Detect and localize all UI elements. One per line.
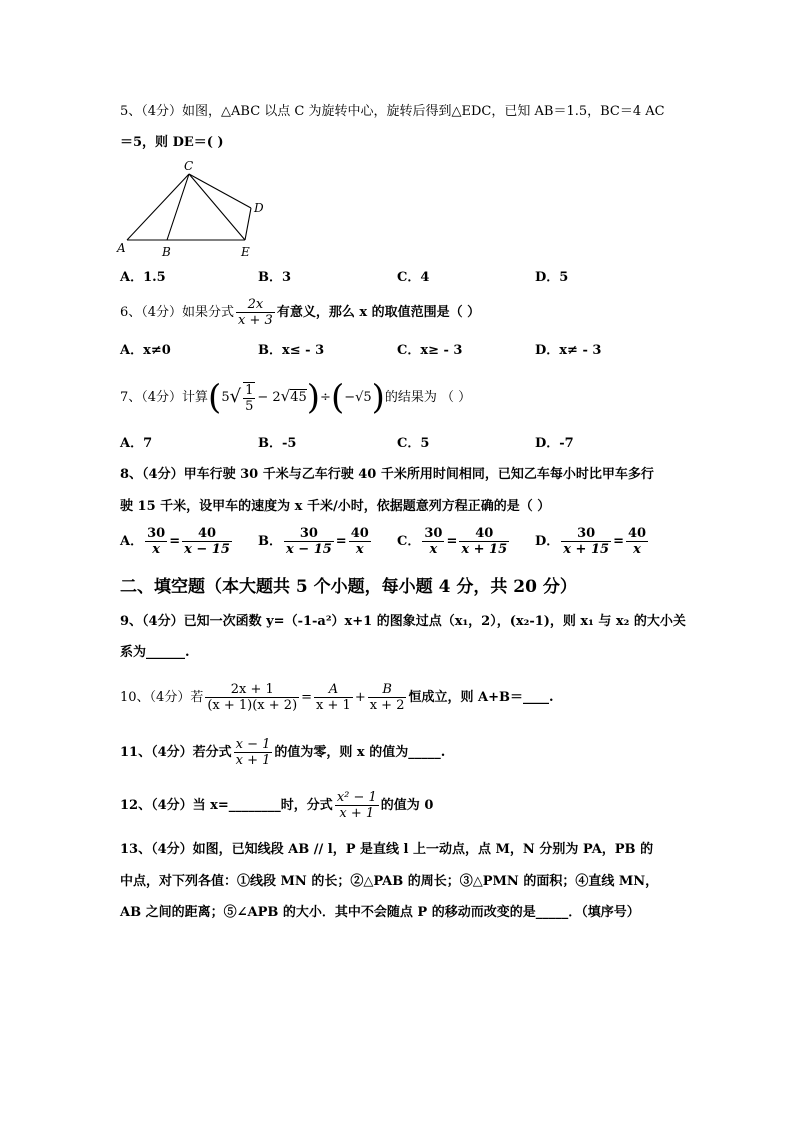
q8-option-b: B． $\frac{30}{x - 15}$ = $\frac{40}{x}$ bbox=[258, 526, 369, 557]
q11-frac-num: x − 1 bbox=[235, 737, 271, 752]
q6-option-d: D．x≠ - 3 bbox=[535, 343, 602, 358]
q5-option-a: A．1.5 bbox=[120, 270, 166, 285]
section2-title: 二、填空题（本大题共 5 个小题，每小题 4 分，共 20 分） bbox=[120, 577, 577, 597]
label-e: E bbox=[241, 245, 250, 259]
q7-frac-num: 1 bbox=[245, 383, 254, 398]
q8-option-d: D． $\frac{30}{x + 15}$ = $\frac{40}{x}$ bbox=[535, 526, 647, 557]
segment-cd bbox=[189, 174, 251, 208]
label-c: C bbox=[184, 159, 194, 173]
q10-f3-num: B bbox=[368, 682, 407, 698]
q12-line bbox=[120, 786, 433, 826]
q7-option-a: A．7 bbox=[120, 436, 153, 451]
q5-option-b: B．3 bbox=[258, 270, 292, 285]
q11-suffix: 的值为零，则 x 的值为_____. bbox=[274, 745, 446, 760]
q7-line: 7、（4分）计算(5√ $\frac{1}{5}$ − 2√45)÷(−√5)的结果为 （ ） bbox=[120, 377, 472, 418]
q7-option-b: B．-5 bbox=[258, 436, 297, 451]
q10-f2-num: A bbox=[314, 682, 353, 698]
q5-line2: ＝5，则 DE＝( ) bbox=[120, 135, 224, 150]
label-d: D bbox=[254, 201, 264, 215]
q11-frac-den: x + 1 bbox=[235, 753, 271, 768]
q7-suffix: 的结果为 （ ） bbox=[384, 390, 472, 405]
q10-f1-num: 2x + 1 bbox=[205, 682, 299, 698]
q6-option-c: C．x≥ - 3 bbox=[397, 343, 463, 358]
q7-div: ÷ bbox=[320, 390, 331, 405]
q12-prefix: 12、（4分）当 x=________时，分式 bbox=[120, 798, 333, 813]
segment-ac bbox=[127, 174, 189, 240]
label-b: B bbox=[162, 245, 171, 259]
q10-suffix: 恒成立，则 A+B＝____. bbox=[408, 690, 554, 705]
q12-frac-num: x² − 1 bbox=[336, 790, 377, 805]
q5-line1: 5、（4分）如图，△ABC 以点 C 为旋转中心，旋转后得到△EDC，已知 AB＝1.5，BC＝4 AC bbox=[120, 104, 665, 119]
q6-prefix: 6、（4分）如果分式 bbox=[120, 305, 235, 320]
q5-option-c: C．4 bbox=[397, 270, 430, 285]
label-a: A bbox=[117, 241, 126, 255]
q7-minus-two: − 2 bbox=[257, 390, 281, 405]
q7-right-paren: ) bbox=[306, 377, 321, 418]
segment-de bbox=[245, 208, 251, 240]
q9-line2: 系为______. bbox=[120, 645, 190, 660]
q6-line bbox=[120, 296, 480, 330]
q8-line2: 驶 15 千米，设甲车的速度为 x 千米/小时，依据题意列方程正确的是（ ） bbox=[120, 499, 551, 514]
q5-triangle-figure bbox=[112, 156, 272, 260]
q11-prefix: 11、（4分）若分式 bbox=[120, 745, 232, 760]
q10-f2-den: x + 1 bbox=[316, 698, 351, 713]
q10-line: 10、（4分）若 $\frac{2x + 1}{(x + 1)(x + 2)}$ = $\frac{A}{x + 1}$ + $\frac{B}{x + 2}$ 恒成立，则 A+B＝____. bbox=[120, 682, 554, 713]
segment-bc bbox=[167, 174, 189, 240]
q6-option-b: B．x≤ - 3 bbox=[258, 343, 325, 358]
q8-line1: 8、（4分）甲车行驶 30 千米与乙车行驶 40 千米所用时间相同，已知乙车每小时比甲车多行 bbox=[120, 467, 654, 482]
q10-prefix: 10、（4分）若 bbox=[120, 690, 204, 705]
q6-option-a: A．x≠0 bbox=[120, 343, 171, 358]
q7-five: 5 bbox=[221, 390, 230, 405]
segment-ce bbox=[189, 174, 245, 240]
q6-frac-den: x + 3 bbox=[238, 313, 273, 328]
q5-option-d: D．5 bbox=[535, 270, 569, 285]
q7-neg-root5: −√5 bbox=[344, 390, 372, 405]
q6-suffix: 有意义，那么 x 的取值范围是（ ） bbox=[276, 305, 481, 320]
q8-option-a: A． $\frac{30}{x}$ = $\frac{40}{x - 15}$ bbox=[120, 526, 230, 557]
q13-line2: 中点，对下列各值：①线段 MN 的长；②△PAB 的周长；③△PMN 的面积；④直线 MN， bbox=[120, 874, 659, 889]
q12-suffix: 的值为 0 bbox=[380, 798, 434, 813]
q6-fraction bbox=[236, 297, 275, 328]
q7-option-c: C．5 bbox=[397, 436, 430, 451]
q10-f3-den: x + 2 bbox=[369, 698, 405, 713]
q8-option-c: C． $\frac{30}{x}$ = $\frac{40}{x + 15}$ bbox=[397, 526, 508, 557]
q7-prefix: 7、（4分）计算 bbox=[120, 390, 209, 405]
q6-frac-num: 2x bbox=[236, 297, 275, 313]
q13-line1: 13、（4分）如图，已知线段 AB // l，P 是直线 l 上一动点，点 M，N 分别为 PA，PB 的 bbox=[120, 842, 654, 857]
q7-option-d: D．-7 bbox=[535, 436, 574, 451]
q13-line3: AB 之间的距离；⑤∠APB 的大小．其中不会随点 P 的移动而改变的是_____．（填序号） bbox=[120, 905, 640, 920]
q12-frac-den: x + 1 bbox=[339, 806, 375, 821]
q7-sqrt-fraction: √ $\frac{1}{5}$ bbox=[229, 383, 254, 414]
q7-left-paren: ( bbox=[208, 377, 222, 418]
q10-f1-den: (x + 1)(x + 2) bbox=[207, 698, 298, 713]
q7-frac-den: 5 bbox=[245, 399, 254, 414]
q11-line bbox=[120, 733, 445, 773]
q7-root45: 45 bbox=[290, 390, 307, 405]
q9-line1: 9、（4分）已知一次函数 y=（-1-a²）x+1 的图象过点（x₁，2），(x₂-1)，则 x₁ 与 x₂ 的大小关 bbox=[120, 614, 686, 629]
